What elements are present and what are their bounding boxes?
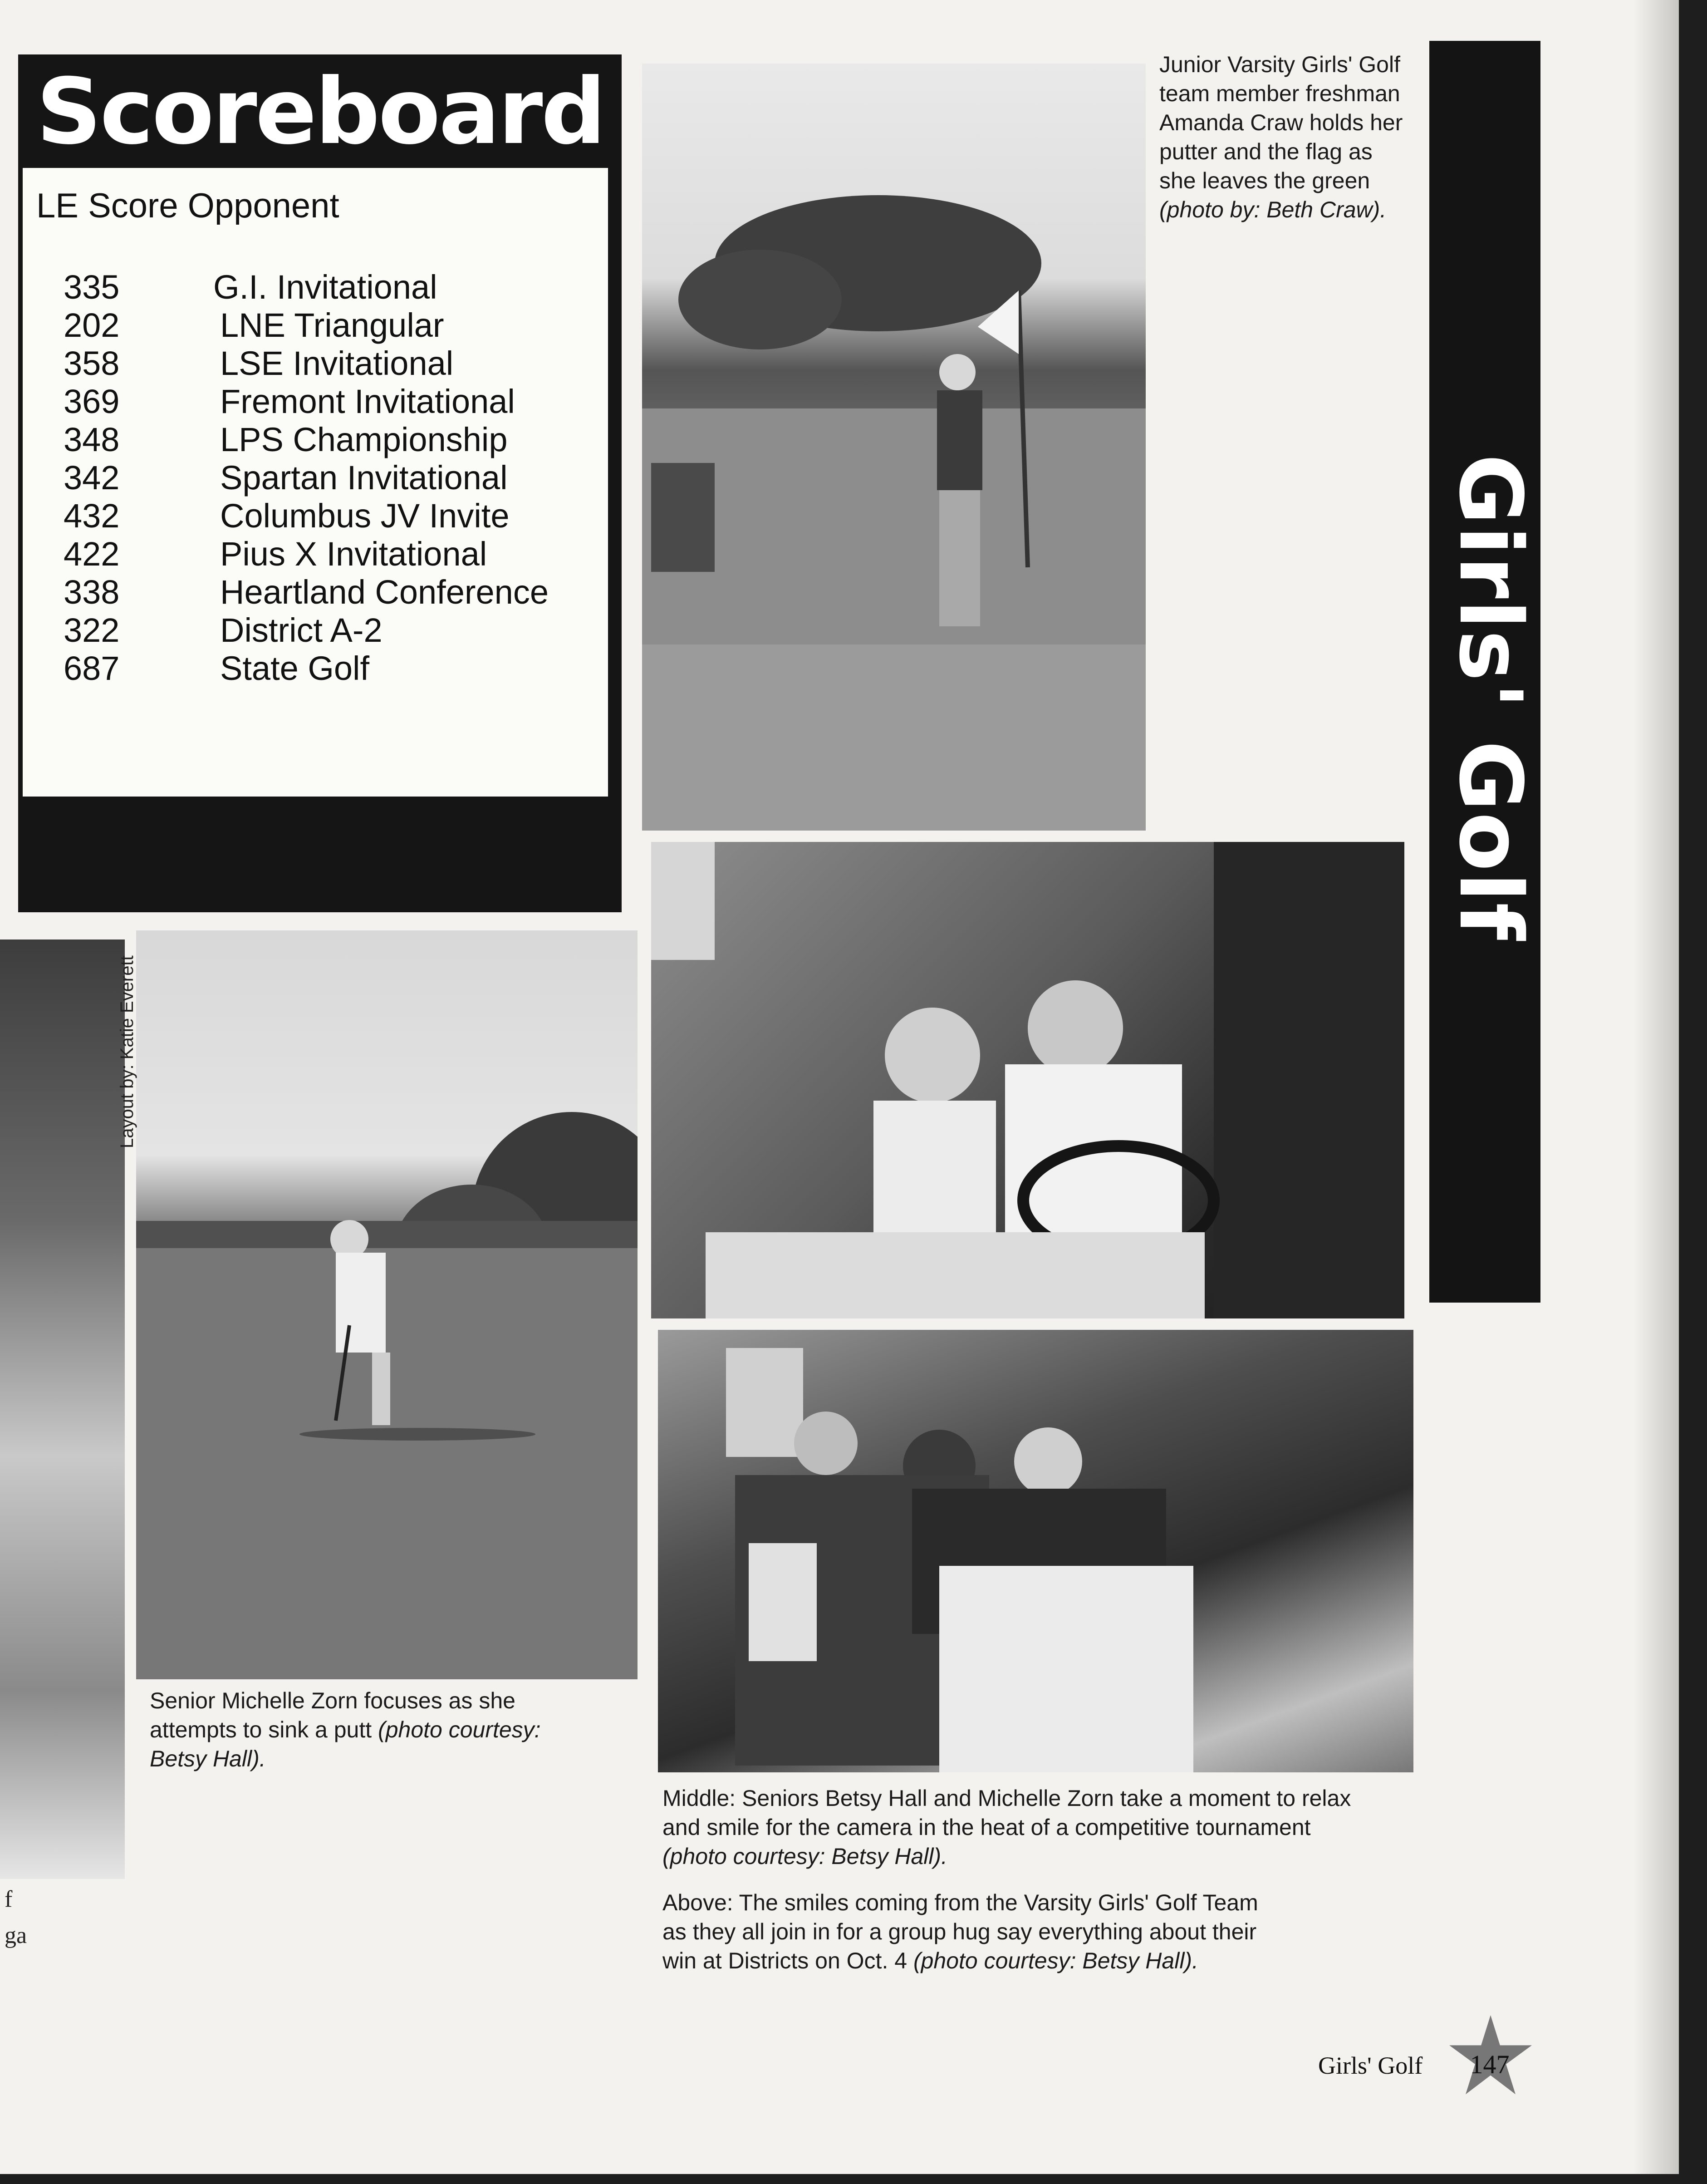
caption-top-right-credit: (photo by: Beth Craw). <box>1159 197 1387 222</box>
scoreboard-score: 322 <box>64 611 120 649</box>
scoreboard-opponent: LNE Triangular <box>220 306 444 344</box>
scoreboard-opponent: Spartan Invitational <box>220 459 508 497</box>
scoreboard-row <box>64 420 608 458</box>
scoreboard-score: 342 <box>64 459 120 497</box>
scoreboard-score: 369 <box>64 383 120 420</box>
photo-putter-and-flag <box>642 64 1146 831</box>
caption-middle-credit: (photo courtesy: Betsy Hall). <box>662 1844 948 1869</box>
previous-page-photo-strip <box>0 940 125 1879</box>
scoreboard-row <box>64 573 608 611</box>
scoreboard-opponent: LSE Invitational <box>220 344 454 382</box>
scoreboard-row <box>64 535 608 573</box>
scoreboard-opponent: Pius X Invitational <box>220 535 487 573</box>
scoreboard-header: LE Score Opponent <box>36 187 339 225</box>
caption-middle <box>662 1784 1379 1871</box>
photo-putting <box>136 930 638 1679</box>
scoreboard-score: 348 <box>64 421 120 458</box>
previous-page-fragment: ga <box>5 1923 27 1948</box>
caption-above-credit: (photo courtesy: Betsy Hall). <box>913 1948 1198 1973</box>
photo-golf-cart-art <box>651 842 1404 1318</box>
caption-above <box>662 1888 1270 1975</box>
scoreboard-row <box>64 344 608 382</box>
scoreboard-score: 687 <box>64 649 120 687</box>
scoreboard-opponent: Fremont Invitational <box>220 383 515 420</box>
photo-group-hug <box>658 1330 1413 1772</box>
photo-group-hug-art <box>658 1330 1413 1772</box>
photo-putting-art <box>136 930 638 1679</box>
page-number: 147 <box>1470 2050 1510 2079</box>
spine-shadow <box>1633 0 1679 2174</box>
caption-left-text: Senior Michelle Zorn focuses as she attempts to sink a putt <box>150 1688 515 1742</box>
scoreboard-row <box>64 649 608 687</box>
scoreboard-row <box>64 306 608 344</box>
caption-middle-text: Middle: Seniors Betsy Hall and Michelle Zorn take a moment to relax and smile for the camera in the heat of a competitive tournament <box>662 1786 1351 1840</box>
caption-top-right-text: Junior Varsity Girls' Golf team member freshman Amanda Craw holds her putter and the flag as she leaves the green <box>1159 52 1403 193</box>
scoreboard-row <box>64 268 608 306</box>
caption-above-text: Above: The smiles coming from the Varsity Girls' Golf Team as they all join in for a group hug say everything about their win at Districts on Oct. 4 <box>662 1890 1258 1973</box>
previous-page-fragment: f <box>5 1886 13 1912</box>
scoreboard-score: 202 <box>64 306 120 344</box>
caption-top-right <box>1159 50 1413 224</box>
scoreboard-score: 422 <box>64 535 120 573</box>
caption-left <box>150 1686 572 1773</box>
scoreboard-score: 358 <box>64 344 120 382</box>
section-title: Girls' Golf <box>1440 454 1540 941</box>
scoreboard-opponent: State Golf <box>220 649 370 687</box>
scoreboard-opponent: Heartland Conference <box>220 573 549 611</box>
scoreboard-score: 338 <box>64 573 120 611</box>
caption-left-credit: (photo courtesy: Betsy Hall). <box>150 1717 541 1771</box>
scoreboard-opponent: LPS Championship <box>220 421 508 458</box>
scoreboard-score: 335 <box>64 268 120 306</box>
layout-credit: Layout by: Katie Everett <box>117 955 137 1148</box>
photo-golf-cart <box>651 842 1404 1318</box>
photo-putter-and-flag-art <box>642 64 1146 831</box>
scoreboard-row <box>64 611 608 649</box>
scoreboard-opponent: Columbus JV Invite <box>220 497 510 535</box>
scoreboard-row <box>64 382 608 420</box>
scoreboard-title: Scoreboard <box>36 59 604 165</box>
scoreboard-row <box>64 497 608 535</box>
scoreboard-score: 432 <box>64 497 120 535</box>
scoreboard-row <box>64 458 608 497</box>
scoreboard-opponent: District A-2 <box>220 611 383 649</box>
scoreboard-opponent: G.I. Invitational <box>213 268 437 306</box>
footer-section-label: Girls' Golf <box>1318 2052 1423 2079</box>
